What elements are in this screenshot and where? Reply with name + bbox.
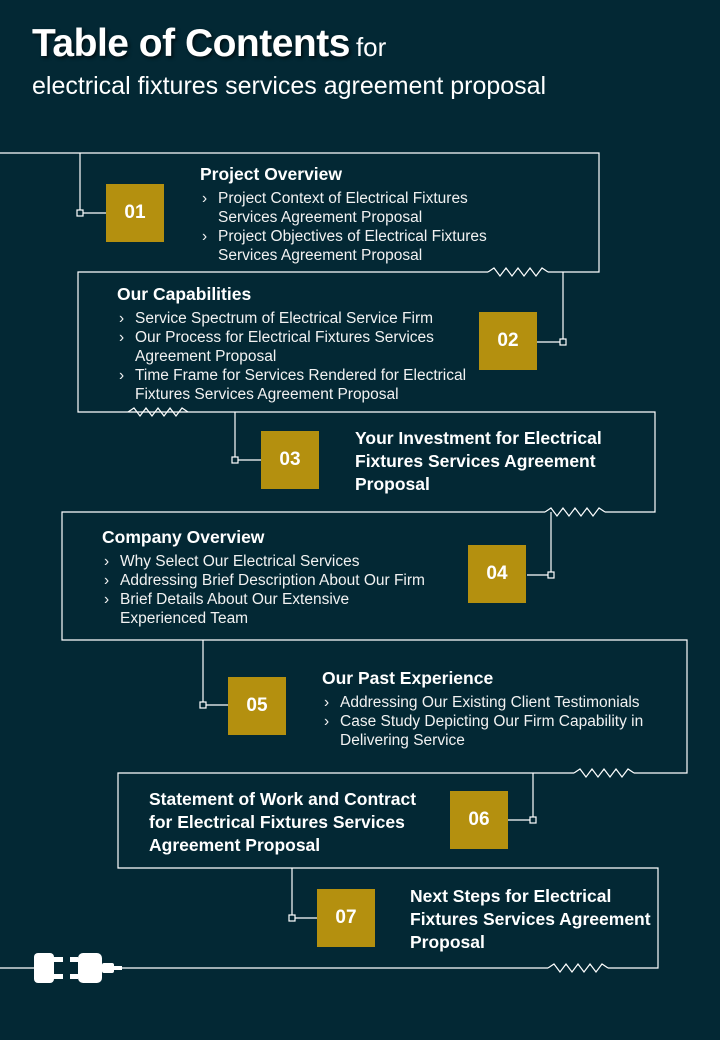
list-item: › Project Context of Electrical Fixtures Services Agreement Proposal xyxy=(200,189,508,227)
section-number-03: 03 xyxy=(261,431,319,489)
list-item: › Time Frame for Services Rendered for Electrical Fixtures Services Agreement Proposal xyxy=(117,366,485,404)
section-heading: Our Past Experience xyxy=(322,668,494,688)
wire-stub-03 xyxy=(235,412,262,460)
resistor-1 xyxy=(488,268,548,276)
connector-03 xyxy=(232,457,238,463)
wire-stub-07 xyxy=(292,868,318,918)
title-main: Table of Contents xyxy=(32,22,350,65)
section-our-capabilities xyxy=(117,283,497,404)
resistor-4 xyxy=(574,769,634,777)
plug-icon xyxy=(34,953,63,983)
list-item: › Service Spectrum of Electrical Service Firm xyxy=(117,309,475,328)
list-item: › Addressing Our Existing Client Testimonials xyxy=(322,693,680,712)
section-your-investment xyxy=(355,427,625,500)
list-item: › Addressing Brief Description About Our Firm xyxy=(102,571,460,590)
connector-02 xyxy=(560,339,566,345)
list-item: › Project Objectives of Electrical Fixtures Services Agreement Proposal xyxy=(200,227,518,265)
section-list xyxy=(102,552,462,628)
connector-01 xyxy=(77,210,83,216)
section-number-02: 02 xyxy=(479,312,537,370)
resistor-3 xyxy=(545,508,605,516)
section-number-05: 05 xyxy=(228,677,286,735)
section-company-overview xyxy=(102,526,462,628)
wire-stub-01 xyxy=(80,153,107,213)
section-number-01: 01 xyxy=(106,184,164,242)
section-heading: Our Capabilities xyxy=(117,284,252,304)
section-list xyxy=(322,693,682,750)
section-list xyxy=(117,309,497,404)
section-project-overview xyxy=(200,163,580,265)
connector-06 xyxy=(530,817,536,823)
list-item: › Our Process for Electrical Fixtures Services Agreement Proposal xyxy=(117,328,455,366)
section-heading: Project Overview xyxy=(200,164,343,184)
section-number-04: 04 xyxy=(468,545,526,603)
list-item: › Brief Details About Our Extensive Experienced Team xyxy=(102,590,370,628)
section-statement-of-work xyxy=(149,788,434,861)
wire-stub-06 xyxy=(508,773,533,820)
list-item: › Why Select Our Electrical Services xyxy=(102,552,460,571)
section-list xyxy=(200,189,580,265)
page-subtitle: electrical fixtures services agreement proposal xyxy=(32,72,547,100)
wire-stub-02 xyxy=(537,272,563,342)
section-heading: Your Investment for Electrical Fixtures Services Agreement Proposal xyxy=(355,428,602,494)
section-our-past-experience xyxy=(322,667,682,750)
socket-icon xyxy=(70,953,122,983)
section-heading: Statement of Work and Contract for Electrical Fixtures Services Agreement Proposal xyxy=(149,789,417,855)
section-number-06: 06 xyxy=(450,791,508,849)
section-next-steps xyxy=(410,885,655,958)
section-number-07: 07 xyxy=(317,889,375,947)
connector-07 xyxy=(289,915,295,921)
list-item: › Case Study Depicting Our Firm Capability in Delivering Service xyxy=(322,712,680,750)
resistor-5 xyxy=(548,964,608,972)
connector-04 xyxy=(548,572,554,578)
title-suffix: for xyxy=(355,32,387,62)
wire-stub-04 xyxy=(527,512,551,575)
wire-stub-05 xyxy=(203,640,229,705)
section-heading: Next Steps for Electrical Fixtures Services Agreement Proposal xyxy=(410,886,651,952)
connector-05 xyxy=(200,702,206,708)
section-heading: Company Overview xyxy=(102,527,265,547)
